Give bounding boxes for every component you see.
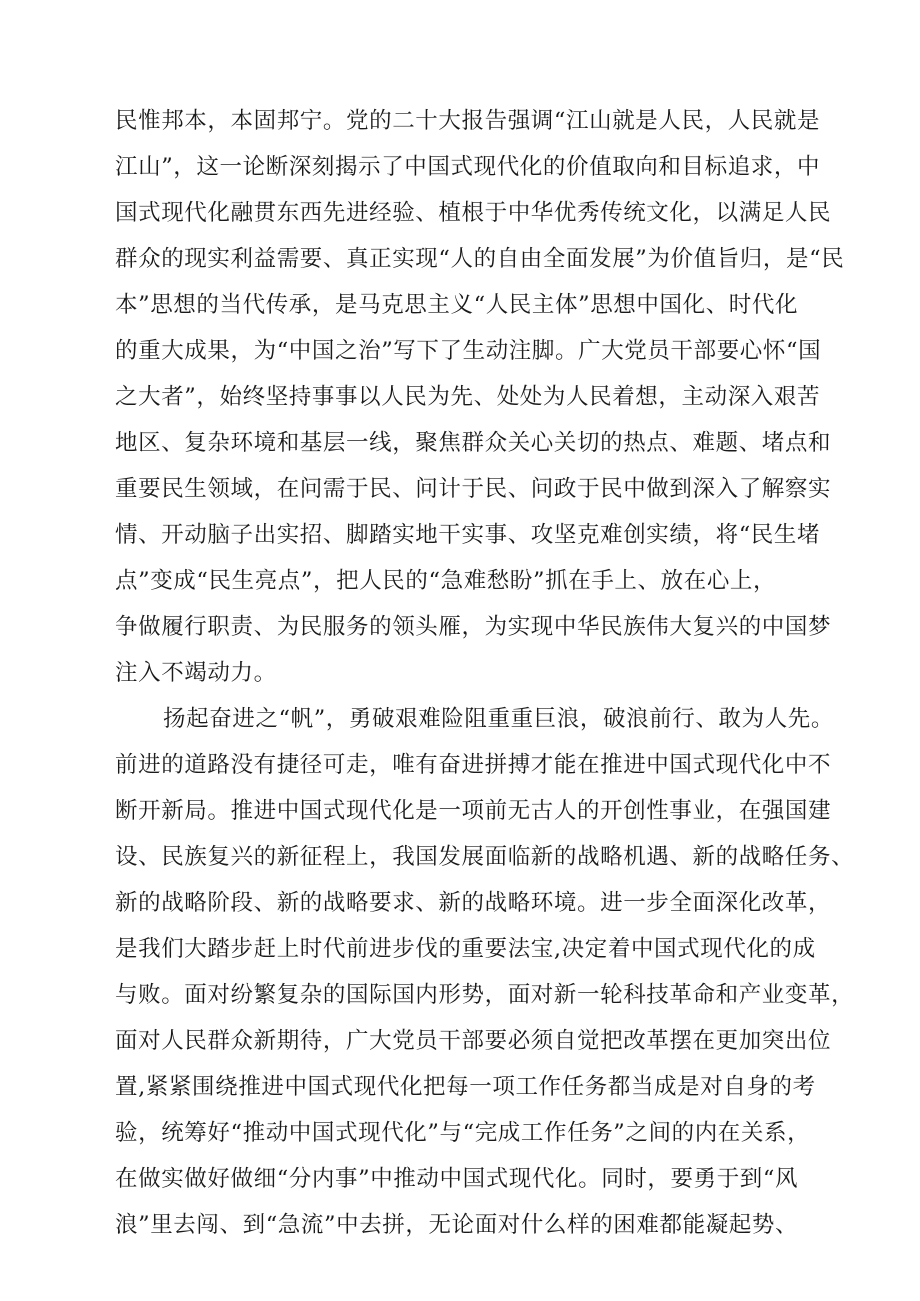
paragraph-1-line-9: 重要民生领域，在问需于民、问计于民、问政于民中做到深入了解察实 xyxy=(115,476,832,502)
paragraph-1-line-6: 的重大成果，为“中国之治”写下了生动注脚。广大党员干部要心怀“国 xyxy=(115,338,822,364)
document-body xyxy=(115,98,855,1248)
paragraph-1-line-3: 国式现代化融贯东西先进经验、植根于中华优秀传统文化，以满足人民 xyxy=(115,200,832,226)
paragraph-1-line-13: 注入不竭动力。 xyxy=(115,660,277,686)
paragraph-2-line-9: 置,紧紧围绕推进中国式现代化把每一项工作任务都当成是对自身的考 xyxy=(115,1074,816,1100)
paragraph-2-line-10: 验，统筹好“推动中国式现代化”与“完成工作任务”之间的内在关系， xyxy=(115,1120,811,1146)
paragraph-1-line-8: 地区、复杂环境和基层一线，聚焦群众关心关切的热点、难题、堵点和 xyxy=(115,430,832,456)
paragraph-2-line-5: 新的战略阶段、新的战略要求、新的战略环境。进一步全面深化改革， xyxy=(115,890,832,916)
paragraph-2-line-6: 是我们大踏步赶上时代前进步伐的重要法宝,决定着中国式现代化的成 xyxy=(115,936,816,962)
paragraph-1-line-7: 之大者”，始终坚持事事以人民为先、处处为人民着想，主动深入艰苦 xyxy=(115,384,821,410)
paragraph-1-line-11: 点”变成“民生亮点”，把人民的“急难愁盼”抓在手上、放在心上， xyxy=(115,568,777,594)
paragraph-1-line-5: 本”思想的当代传承，是马克思主义“人民主体”思想中国化、时代化 xyxy=(115,292,799,318)
paragraph-1-line-1: 民惟邦本，本固邦宁。党的二十大报告强调“江山就是人民，人民就是 xyxy=(115,108,821,134)
paragraph-1-line-12: 争做履行职责、为民服务的领头雁，为实现中华民族伟大复兴的中国梦 xyxy=(115,614,832,640)
paragraph-2-line-1: 扬起奋进之“帆”，勇破艰难险阻重重巨浪，破浪前行、敢为人先。 xyxy=(163,706,835,732)
paragraph-2-line-8: 面对人民群众新期待，广大党员干部要必须自觉把改革摆在更加突出位 xyxy=(115,1028,832,1054)
paragraph-2-line-7: 与败。面对纷繁复杂的国际国内形势，面对新一轮科技革命和产业变革， xyxy=(115,982,855,1008)
paragraph-1-line-2: 江山”，这一论断深刻揭示了中国式现代化的价值取向和目标追求，中 xyxy=(115,154,821,180)
paragraph-2-line-4: 设、民族复兴的新征程上，我国发展面临新的战略机遇、新的战略任务、 xyxy=(115,844,855,870)
paragraph-2-line-2: 前进的道路没有捷径可走，唯有奋进拼搏才能在推进中国式现代化中不 xyxy=(115,752,832,778)
paragraph-2-line-3: 断开新局。推进中国式现代化是一项前无古人的开创性事业，在强国建 xyxy=(115,798,832,824)
paragraph-2-line-12: 浪”里去闯、到“急流”中去拼，无论面对什么样的困难都能凝起势、 xyxy=(115,1212,799,1238)
paragraph-2-line-11: 在做实做好做细“分内事”中推动中国式现代化。同时，要勇于到“风 xyxy=(115,1166,799,1192)
paragraph-1-line-10: 情、开动脑子出实招、脚踏实地干实事、攻坚克难创实绩，将“民生堵 xyxy=(115,522,821,548)
paragraph-1-line-4: 群众的现实利益需要、真正实现“人的自由全面发展”为价值旨归，是“民 xyxy=(115,246,845,272)
